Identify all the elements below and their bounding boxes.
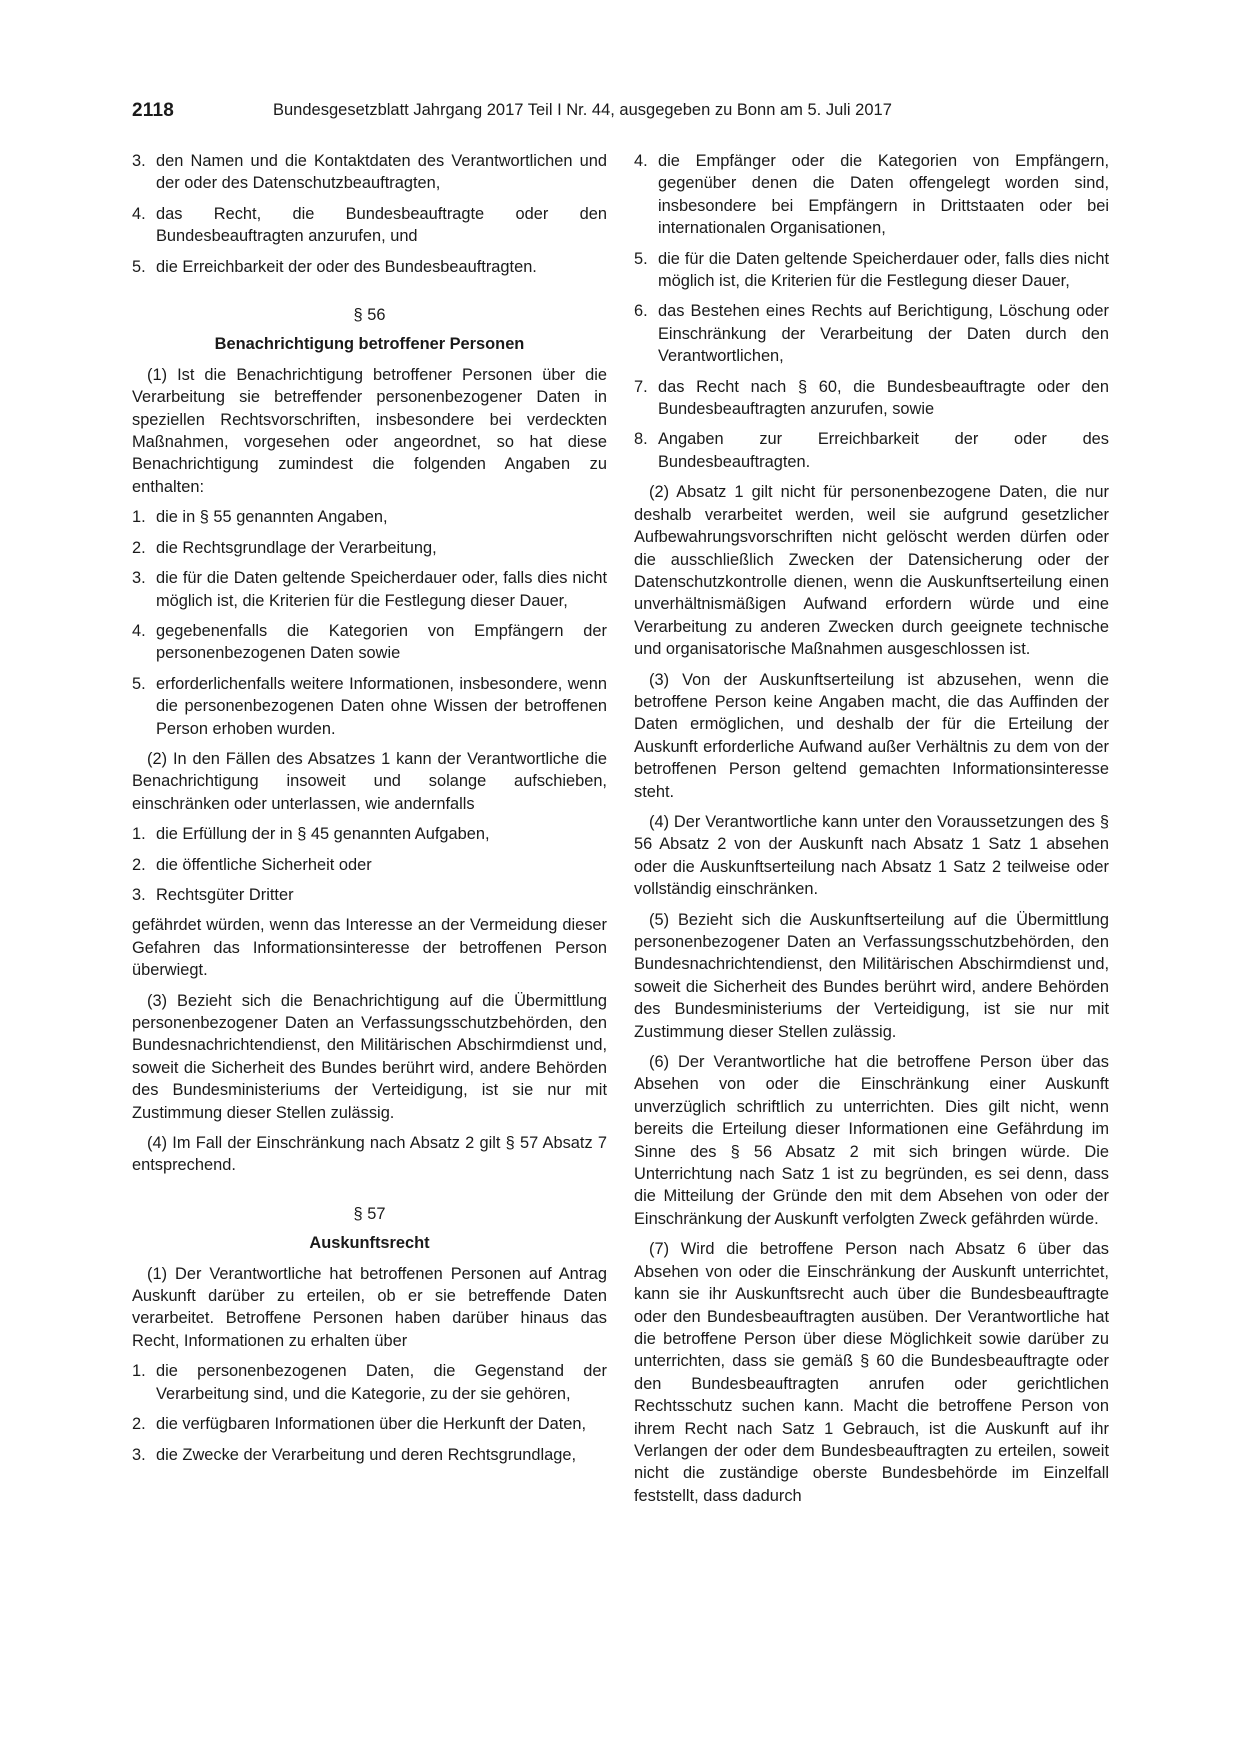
item-number: 3. <box>132 885 146 904</box>
page-header <box>132 100 1112 124</box>
item-number: 4. <box>132 621 146 640</box>
list-item <box>132 1444 607 1466</box>
paragraph: (4) Der Verantwortliche kann unter den Voraussetzungen des § 56 Absatz 2 von der Auskunft nach Absatz 1 Satz 1 absehen oder die Auskunftserteilung nach Absatz 1 Satz 2 teilweise oder vollständig einschränken. <box>634 812 1109 899</box>
paragraph: (7) Wird die betroffene Person nach Absatz 6 über das Absehen von oder die Einschränkung der Auskunft unterrichtet, kann sie ihr Auskunftsrecht auch über die Bundesbeauftragte oder den Bundesbeauftragten ausüben. Der Verantwortliche hat die betroffene Person über diese Möglichkeit sowie darüber zu unterrichten, dass sie gemäß § 60 die Bundesbeauftragte oder den Bundesbeauftragten anrufen oder gerichtlichen Rechtsschutz suchen kann. Macht die betroffene Person von ihrem Recht nach Satz 1 Gebrauch, ist die Auskunft auf ihr Verlangen der oder dem Bundesbeauftragten zu erteilen, soweit nicht die zuständige oberste Bundesbehörde im Einzelfall feststellt, dass dadurch <box>634 1240 1109 1505</box>
item-text: die Empfänger oder die Kategorien von Empfängern, gegenüber denen die Daten offengelegt worden sind, insbesondere bei Empfängern in Drittstaaten oder bei internationalen Organisationen, <box>658 152 1109 238</box>
item-text: die Erreichbarkeit der oder des Bundesbeauftragten. <box>156 257 537 276</box>
item-text: gegebenenfalls die Kategorien von Empfängern der personenbezogenen Daten sowie <box>156 621 607 663</box>
item-text: Angaben zur Erreichbarkeit der oder des Bundesbeauftragten. <box>658 430 1109 471</box>
paragraph: (2) In den Fällen des Absatzes 1 kann der Verantwortliche die Benachrichtigung insoweit und solange aufschieben, einschränken oder unterlassen, wie andernfalls <box>132 749 607 813</box>
section-title: Auskunftsrecht <box>309 1234 430 1253</box>
list-item <box>132 673 607 740</box>
running-title: Bundesgesetzblatt Jahrgang 2017 Teil I Nr. 44, ausgegeben zu Bonn am 5. Juli 2017 <box>273 101 892 119</box>
section-number: § 57 <box>353 1204 386 1223</box>
page-number: 2118 <box>132 100 175 121</box>
list-item <box>132 567 607 612</box>
item-number: 3. <box>132 569 146 588</box>
paragraph: (2) Absatz 1 gilt nicht für personenbezogene Daten, die nur deshalb verarbeitet werden, weil sie aufgrund gesetzlicher Aufbewahrungsvorschriften nicht gelöscht werden dürfen oder die ausschließlich Zwecken der Datensicherung oder der Datenschutzkontrolle dienen, wenn die Auskunftserteilung einen unverhältnismäßigen Aufwand erfordern würde und eine Verarbeitung zu anderen Zwecken durch geeignete technische und organisatorische Maßnahmen ausgeschlossen ist. <box>634 483 1109 659</box>
item-text: die für die Daten geltende Speicherdauer oder, falls dies nicht möglich ist, die Kriterien für die Festlegung dieser Dauer, <box>658 249 1109 291</box>
item-number: 7. <box>634 377 648 396</box>
paragraph: (6) Der Verantwortliche hat die betroffene Person über das Absehen von oder die Einschränkung einer Auskunft unverzüglich schriftlich zu unterrichten. Dies gilt nicht, wenn bereits die Erteilung dieser Informationen eine Gefährdung im Sinne des § 56 Absatz 2 mit sich bringen würde. Die Unterrichtung nach Satz 1 ist zu begründen, es sei denn, dass die Mitteilung der Gründe den mit dem Absehen von oder der Einschränkung der Auskunft verfolgten Zweck gefährden würde. <box>634 1053 1109 1228</box>
item-text: den Namen und die Kontaktdaten des Verantwortlichen und der oder des Datenschutzbeauftragten, <box>156 152 607 193</box>
item-text: das Recht, die Bundesbeauftragte oder den Bundesbeauftragten anzurufen, und <box>156 204 607 246</box>
paragraph: (5) Bezieht sich die Auskunftserteilung auf die Übermittlung personenbezogener Daten an Verfassungsschutzbehörden, den Bundesnachrichtendienst, den Militärischen Abschirmdienst und, soweit die Sicherheit des Bundes berührt wird, andere Behörden des Bundesministeriums der Verteidigung, ist sie nur mit Zustimmung dieser Stellen zulässig. <box>634 910 1109 1041</box>
list-item <box>132 537 607 559</box>
item-text: erforderlichenfalls weitere Informationen, insbesondere, wenn die personenbezogenen Daten ohne Wissen der betroffenen Person erhoben wurden. <box>156 674 607 738</box>
item-number: 2. <box>132 1415 146 1434</box>
list-item <box>634 248 1109 293</box>
list-item <box>132 150 607 195</box>
item-text: Rechtsgüter Dritter <box>156 885 294 904</box>
list-item <box>634 428 1109 473</box>
item-text: die öffentliche Sicherheit oder <box>156 855 372 874</box>
paragraph: (3) Bezieht sich die Benachrichtigung auf die Übermittlung personenbezogener Daten an Verfassungsschutzbehörden, den Bundesnachrichtendienst, den Militärischen Abschirmdienst und, soweit die Sicherheit des Bundes berührt wird, andere Behörden des Bundesministeriums der Verteidigung, ist sie nur mit Zustimmung dieser Stellen zulässig. <box>132 991 607 1122</box>
paragraph: (1) Der Verantwortliche hat betroffenen Personen auf Antrag Auskunft darüber zu erteilen, ob er sie betreffende Daten verarbeitet. Betroffene Personen haben darüber hinaus das Recht, Informationen zu erhalten über <box>132 1264 607 1350</box>
item-text: die in § 55 genannten Angaben, <box>156 508 388 527</box>
paragraph-continuation: gefährdet würden, wenn das Interesse an der Vermeidung dieser Gefahren das Informationsinteresse der betroffenen Person überwiegt. <box>132 916 607 980</box>
section-number: § 56 <box>353 306 386 325</box>
item-number: 6. <box>634 302 648 321</box>
list-item <box>634 376 1109 421</box>
item-text: die Erfüllung der in § 45 genannten Aufgaben, <box>156 825 490 844</box>
list-item <box>132 884 607 906</box>
list-item <box>132 854 607 876</box>
left-column <box>132 150 607 1474</box>
item-text: die verfügbaren Informationen über die Herkunft der Daten, <box>156 1415 587 1434</box>
item-number: 5. <box>132 257 146 276</box>
list-item <box>132 1413 607 1435</box>
list-item <box>132 203 607 248</box>
list-item <box>132 506 607 528</box>
paragraph: (1) Ist die Benachrichtigung betroffener Personen über die Verarbeitung sie betreffender personenbezogener Daten in speziellen Rechtsvorschriften, insbesondere bei verdeckten Maßnahmen, vorgesehen oder angeordnet, so hat diese Benachrichtigung zumindest die folgenden Angaben zu enthalten: <box>132 365 607 496</box>
paragraph: (3) Von der Auskunftserteilung ist abzusehen, wenn die betroffene Person keine Angaben macht, die das Auffinden der Daten ermöglichen, und deshalb der für die Erteilung der Auskunft erforderliche Aufwand außer Verhältnis zu dem von der betroffenen Person geltend gemachten Informationsinteresse steht. <box>634 670 1109 801</box>
list-item <box>634 150 1109 240</box>
item-number: 1. <box>132 825 146 844</box>
item-number: 1. <box>132 1362 146 1381</box>
item-text: das Bestehen eines Rechts auf Berichtigung, Löschung oder Einschränkung der Verarbeitung der Daten durch den Verantwortlichen, <box>658 302 1109 366</box>
paragraph: (4) Im Fall der Einschränkung nach Absatz 2 gilt § 57 Absatz 7 entsprechend. <box>132 1134 607 1175</box>
item-text: die Rechtsgrundlage der Verarbeitung, <box>156 538 437 557</box>
item-text: das Recht nach § 60, die Bundesbeauftragte oder den Bundesbeauftragten anzurufen, sowie <box>658 377 1109 419</box>
item-text: die personenbezogenen Daten, die Gegenstand der Verarbeitung sind, und die Kategorie, zu der sie gehören, <box>156 1362 607 1403</box>
list-item <box>132 256 607 278</box>
list-item <box>132 823 607 845</box>
item-number: 3. <box>132 152 146 170</box>
list-item <box>132 1360 607 1405</box>
list-item <box>132 620 607 665</box>
item-text: die für die Daten geltende Speicherdauer oder, falls dies nicht möglich ist, die Kriterien für die Festlegung dieser Dauer, <box>156 569 607 610</box>
right-column <box>634 150 1109 1515</box>
list-item <box>634 300 1109 367</box>
item-number: 2. <box>132 855 146 874</box>
section-title: Benachrichtigung betroffener Personen <box>214 335 525 354</box>
item-number: 5. <box>132 674 146 693</box>
item-number: 4. <box>132 204 146 223</box>
item-text: die Zwecke der Verarbeitung und deren Rechtsgrundlage, <box>156 1445 577 1464</box>
item-number: 1. <box>132 508 146 527</box>
item-number: 8. <box>634 430 648 449</box>
item-number: 5. <box>634 249 648 268</box>
item-number: 4. <box>634 152 648 170</box>
item-number: 3. <box>132 1445 146 1464</box>
item-number: 2. <box>132 538 146 557</box>
